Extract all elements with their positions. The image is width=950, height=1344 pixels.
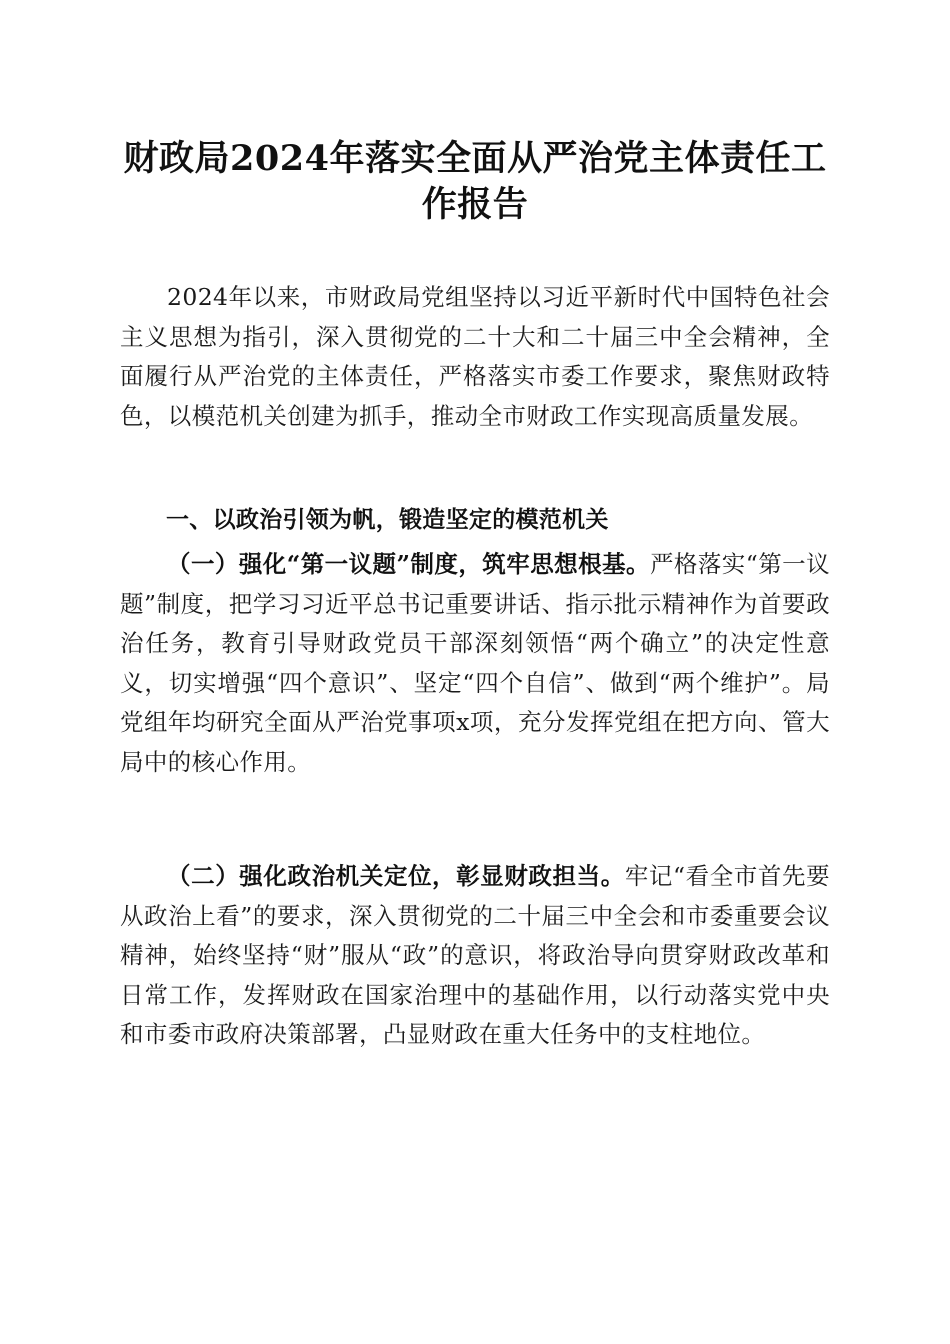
- subsection-paragraph-2: [120, 857, 830, 1055]
- subsection-lead-2: （二）强化政治机关定位，彰显财政担当。: [167, 862, 625, 890]
- intro-paragraph: 2024年以来，市财政局党组坚持以习近平新时代中国特色社会主义思想为指引，深入贯彻党的二十大和二十届三中全会精神，全面履行从严治党的主体责任，严格落实市委工作要求，聚焦财政特色，以模范机关创建为抓手，推动全市财政工作实现高质量发展。: [120, 283, 830, 430]
- subsection-text-2: 牢记“看全市首先要从政治上看”的要求，深入贯彻党的二十届三中全会和市委重要会议精神，始终坚持“财”服从“政”的意识，将政治导向贯穿财政改革和日常工作，发挥财政在国家治理中的基础作用，以行动落实党中央和市委市政府决策部署，凸显财政在重大任务中的支柱地位。: [120, 862, 830, 1048]
- subsection-text-1: 严格落实“第一议题”制度，把学习习近平总书记重要讲话、指示批示精神作为首要政治任务，教育引导财政党员干部深刻领悟“两个确立”的决定性意义，切实增强“四个意识”、坚定“四个自信”、做到“两个维护”。局党组年均研究全面从严治党事项x项，充分发挥党组在把方向、管大局中的核心作用。: [120, 550, 831, 776]
- document-title: 财政局2024年落实全面从严治党主体责任工作报告: [123, 138, 827, 225]
- section-heading-1: 一、以政治引领为帆，锻造坚定的模范机关: [166, 507, 609, 533]
- subsection-lead-1: （一）强化“第一议题”制度，筑牢思想根基。: [167, 550, 650, 578]
- subsection-paragraph-1: [120, 545, 830, 782]
